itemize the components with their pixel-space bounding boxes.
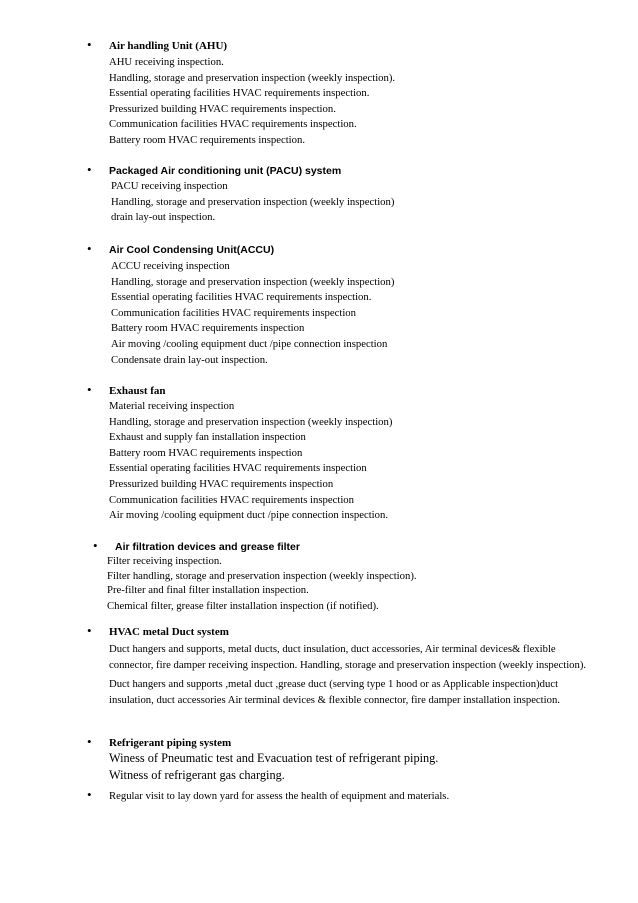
list-item: Handling, storage and preservation inspection (weekly inspection). — [109, 71, 396, 84]
list-item: Essential operating facilities HVAC requirements inspection. — [111, 291, 372, 304]
list-item: Essential operating facilities HVAC requirements inspection. — [109, 87, 370, 100]
list-item: Pressurized building HVAC requirements inspection. — [109, 102, 336, 115]
list-item: Duct hangers and supports, metal ducts, duct insulation, duct accessories, Air terminal devices& flexible connector, fire damper receiving inspection. Handling, storage and preservation inspection (weekly inspection). — [109, 643, 587, 672]
section-refrigerant-piping — [0, 734, 638, 782]
section-title: Refrigerant piping system — [109, 737, 232, 749]
section-title: Regular visit to lay down yard for assess the health of equipment and materials. — [109, 790, 450, 802]
list-item: Handling, storage and preservation inspection (weekly inspection) — [111, 195, 395, 208]
bullet-icon: • — [87, 162, 92, 177]
list-item: Air moving /cooling equipment duct /pipe connection inspection. — [109, 509, 389, 522]
section-accu — [0, 241, 638, 366]
list-item: PACU receiving inspection — [111, 180, 228, 192]
list-item: Exhaust and supply fan installation inspection — [109, 431, 306, 444]
list-item: Material receiving inspection — [109, 400, 235, 412]
list-item: ACCU receiving inspection — [111, 260, 230, 272]
list-item: Air moving /cooling equipment duct /pipe connection inspection — [111, 337, 388, 350]
list-item: Battery room HVAC requirements inspection — [109, 446, 303, 459]
bullet-icon: • — [87, 37, 92, 52]
list-item: Winess of Pneumatic test and Evacuation test of refrigerant piping. — [109, 751, 439, 765]
section-air-filtration — [0, 538, 638, 612]
section-hvac-duct — [0, 623, 638, 707]
section-exhaust-fan — [0, 382, 638, 522]
list-item: Communication facilities HVAC requirements inspection — [111, 306, 356, 319]
section-pacu — [0, 162, 638, 224]
list-item: Handling, storage and preservation inspection (weekly inspection) — [111, 275, 395, 288]
list-item: Condensate drain lay-out inspection. — [111, 353, 268, 366]
list-item: drain lay-out inspection. — [111, 211, 216, 224]
list-item: Filter receiving inspection. — [107, 555, 222, 567]
list-item: Battery room HVAC requirements inspection — [111, 322, 305, 335]
list-item: Battery room HVAC requirements inspection. — [109, 133, 306, 146]
bullet-icon: • — [87, 241, 92, 256]
list-item: Pressurized building HVAC requirements inspection — [109, 477, 334, 490]
list-item: Handling, storage and preservation inspection (weekly inspection) — [109, 415, 393, 428]
section-title: Air handling Unit (AHU) — [109, 40, 228, 52]
section-title: Air Cool Condensing Unit(ACCU) — [109, 244, 275, 256]
list-item: AHU receiving inspection. — [109, 56, 224, 68]
list-item: Communication facilities HVAC requirements inspection — [109, 493, 354, 506]
bullet-icon: • — [87, 382, 92, 397]
list-item: Essential operating facilities HVAC requirements inspection — [109, 462, 367, 475]
bullet-icon: • — [87, 787, 92, 802]
section-title: Exhaust fan — [109, 385, 166, 397]
section-ahu — [0, 37, 638, 146]
list-item: Duct hangers and supports ,metal duct ,grease duct (serving type 1 hood or as Applicable inspection)duct insulation, duct accessories Air terminal devices & flexible connector, fire damper installation inspection. — [109, 677, 560, 707]
bullet-icon: • — [93, 538, 98, 553]
list-item: Communication facilities HVAC requirements inspection. — [109, 118, 357, 131]
list-item: Filter handling, storage and preservation inspection (weekly inspection). — [107, 569, 417, 582]
section-title: Air filtration devices and grease filter — [115, 541, 300, 553]
bullet-icon: • — [87, 623, 92, 638]
section-regular-visit — [0, 788, 638, 804]
section-title: HVAC metal Duct system — [109, 626, 229, 638]
list-item: Pre-filter and final filter installation inspection. — [107, 584, 309, 596]
list-item: Witness of refrigerant gas charging. — [109, 768, 285, 782]
list-item: Chemical filter, grease filter installation inspection (if notified). — [107, 599, 379, 612]
bullet-icon: • — [87, 734, 92, 749]
section-title: Packaged Air conditioning unit (PACU) system — [109, 165, 342, 177]
